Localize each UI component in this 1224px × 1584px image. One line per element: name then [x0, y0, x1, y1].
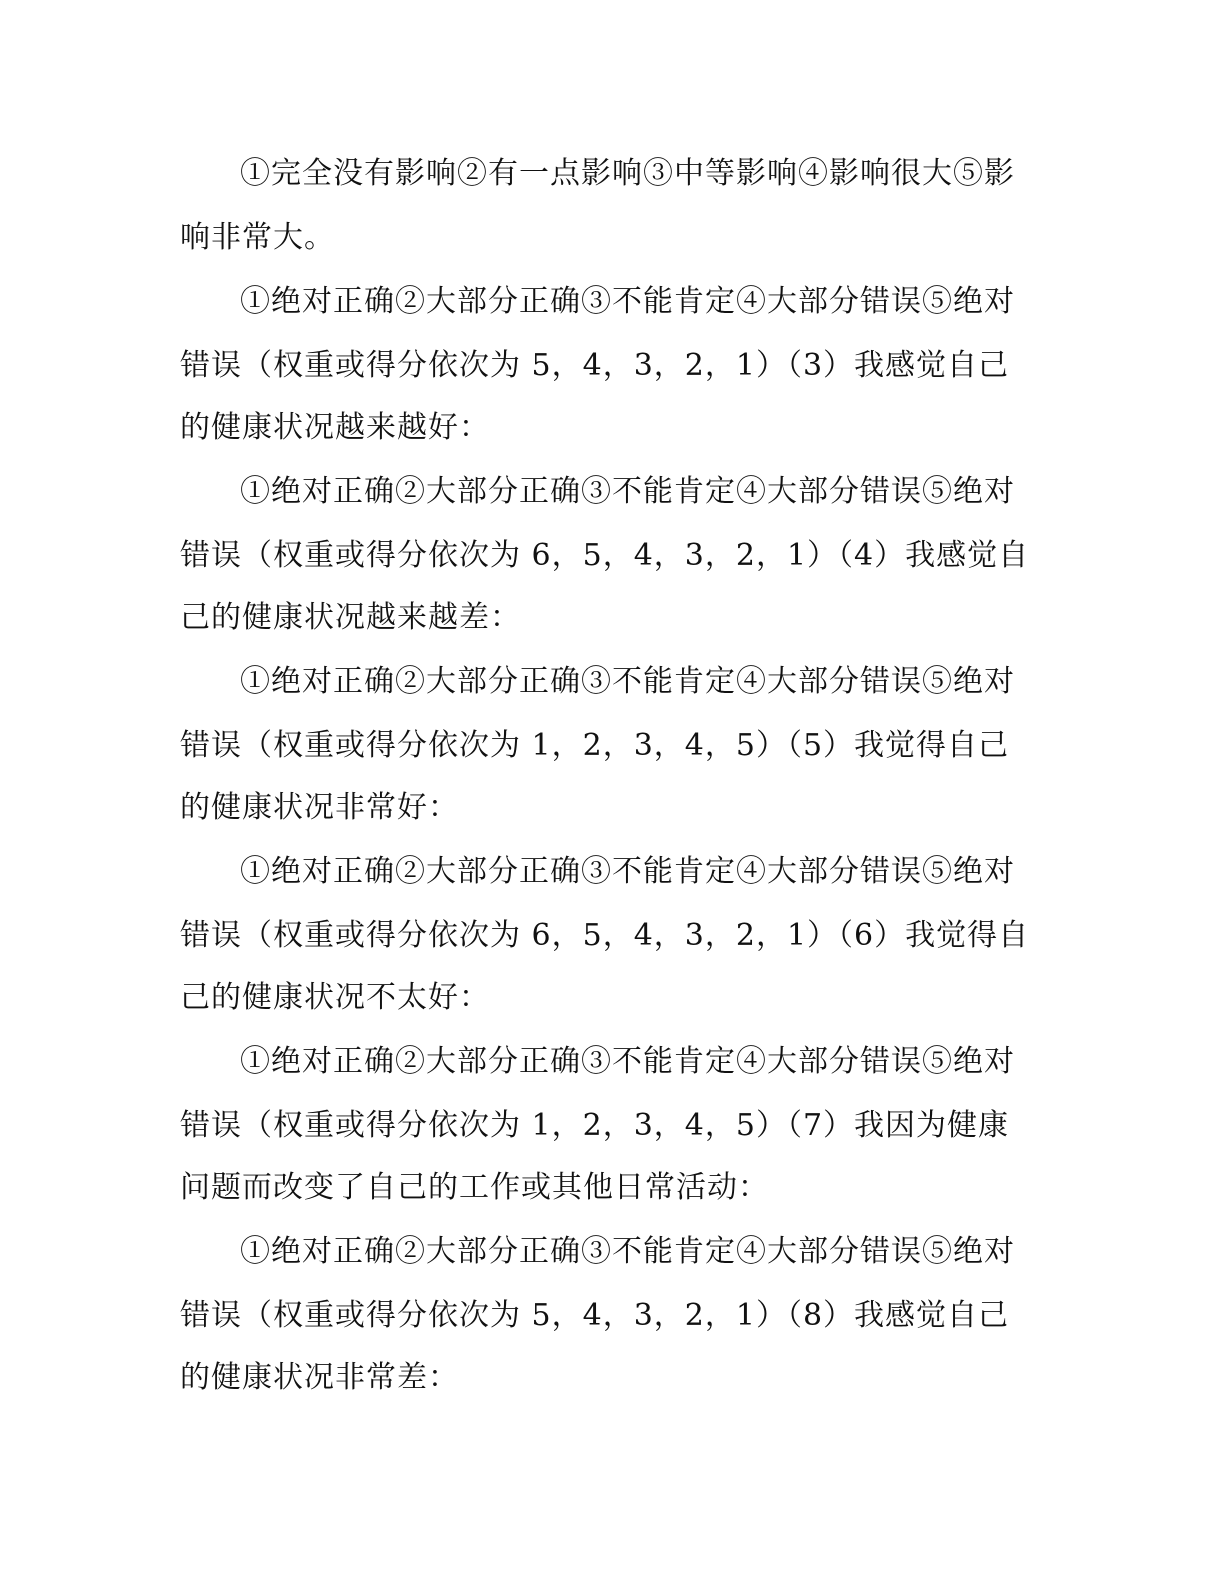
text-line: ①绝对正确②大部分正确③不能肯定④大部分错误⑤绝对	[240, 284, 1015, 319]
text-line: 错误（权重或得分依次为 5，4，3，2，1）（8）我感觉自己	[180, 1298, 1010, 1333]
text-line: ①绝对正确②大部分正确③不能肯定④大部分错误⑤绝对	[240, 1044, 1015, 1079]
text-line: ①绝对正确②大部分正确③不能肯定④大部分错误⑤绝对	[240, 854, 1015, 889]
text-line: 己的健康状况不太好：	[180, 980, 490, 1015]
text-line: 错误（权重或得分依次为 6，5，4，3，2，1）（4）我感觉自	[180, 538, 1030, 573]
text-line: ①完全没有影响②有一点影响③中等影响④影响很大⑤影	[240, 156, 1015, 191]
text-line: ①绝对正确②大部分正确③不能肯定④大部分错误⑤绝对	[240, 664, 1015, 699]
text-line: ①绝对正确②大部分正确③不能肯定④大部分错误⑤绝对	[240, 474, 1015, 509]
text-line: 的健康状况非常好：	[180, 790, 459, 825]
text-line: 己的健康状况越来越差：	[180, 600, 521, 635]
text-line: ①绝对正确②大部分正确③不能肯定④大部分错误⑤绝对	[240, 1234, 1015, 1269]
text-line: 错误（权重或得分依次为 1，2，3，4，5）（5）我觉得自己	[180, 728, 1010, 763]
text-line: 问题而改变了自己的工作或其他日常活动：	[180, 1170, 769, 1205]
text-line: 的健康状况越来越好：	[180, 410, 490, 445]
text-line: 错误（权重或得分依次为 5，4，3，2，1）（3）我感觉自己	[180, 348, 1010, 383]
text-line: 的健康状况非常差：	[180, 1360, 459, 1395]
text-line: 错误（权重或得分依次为 1，2，3，4，5）（7）我因为健康	[180, 1108, 1010, 1143]
text-line: 错误（权重或得分依次为 6，5，4，3，2，1）（6）我觉得自	[180, 918, 1030, 953]
text-line: 响非常大。	[180, 220, 335, 255]
